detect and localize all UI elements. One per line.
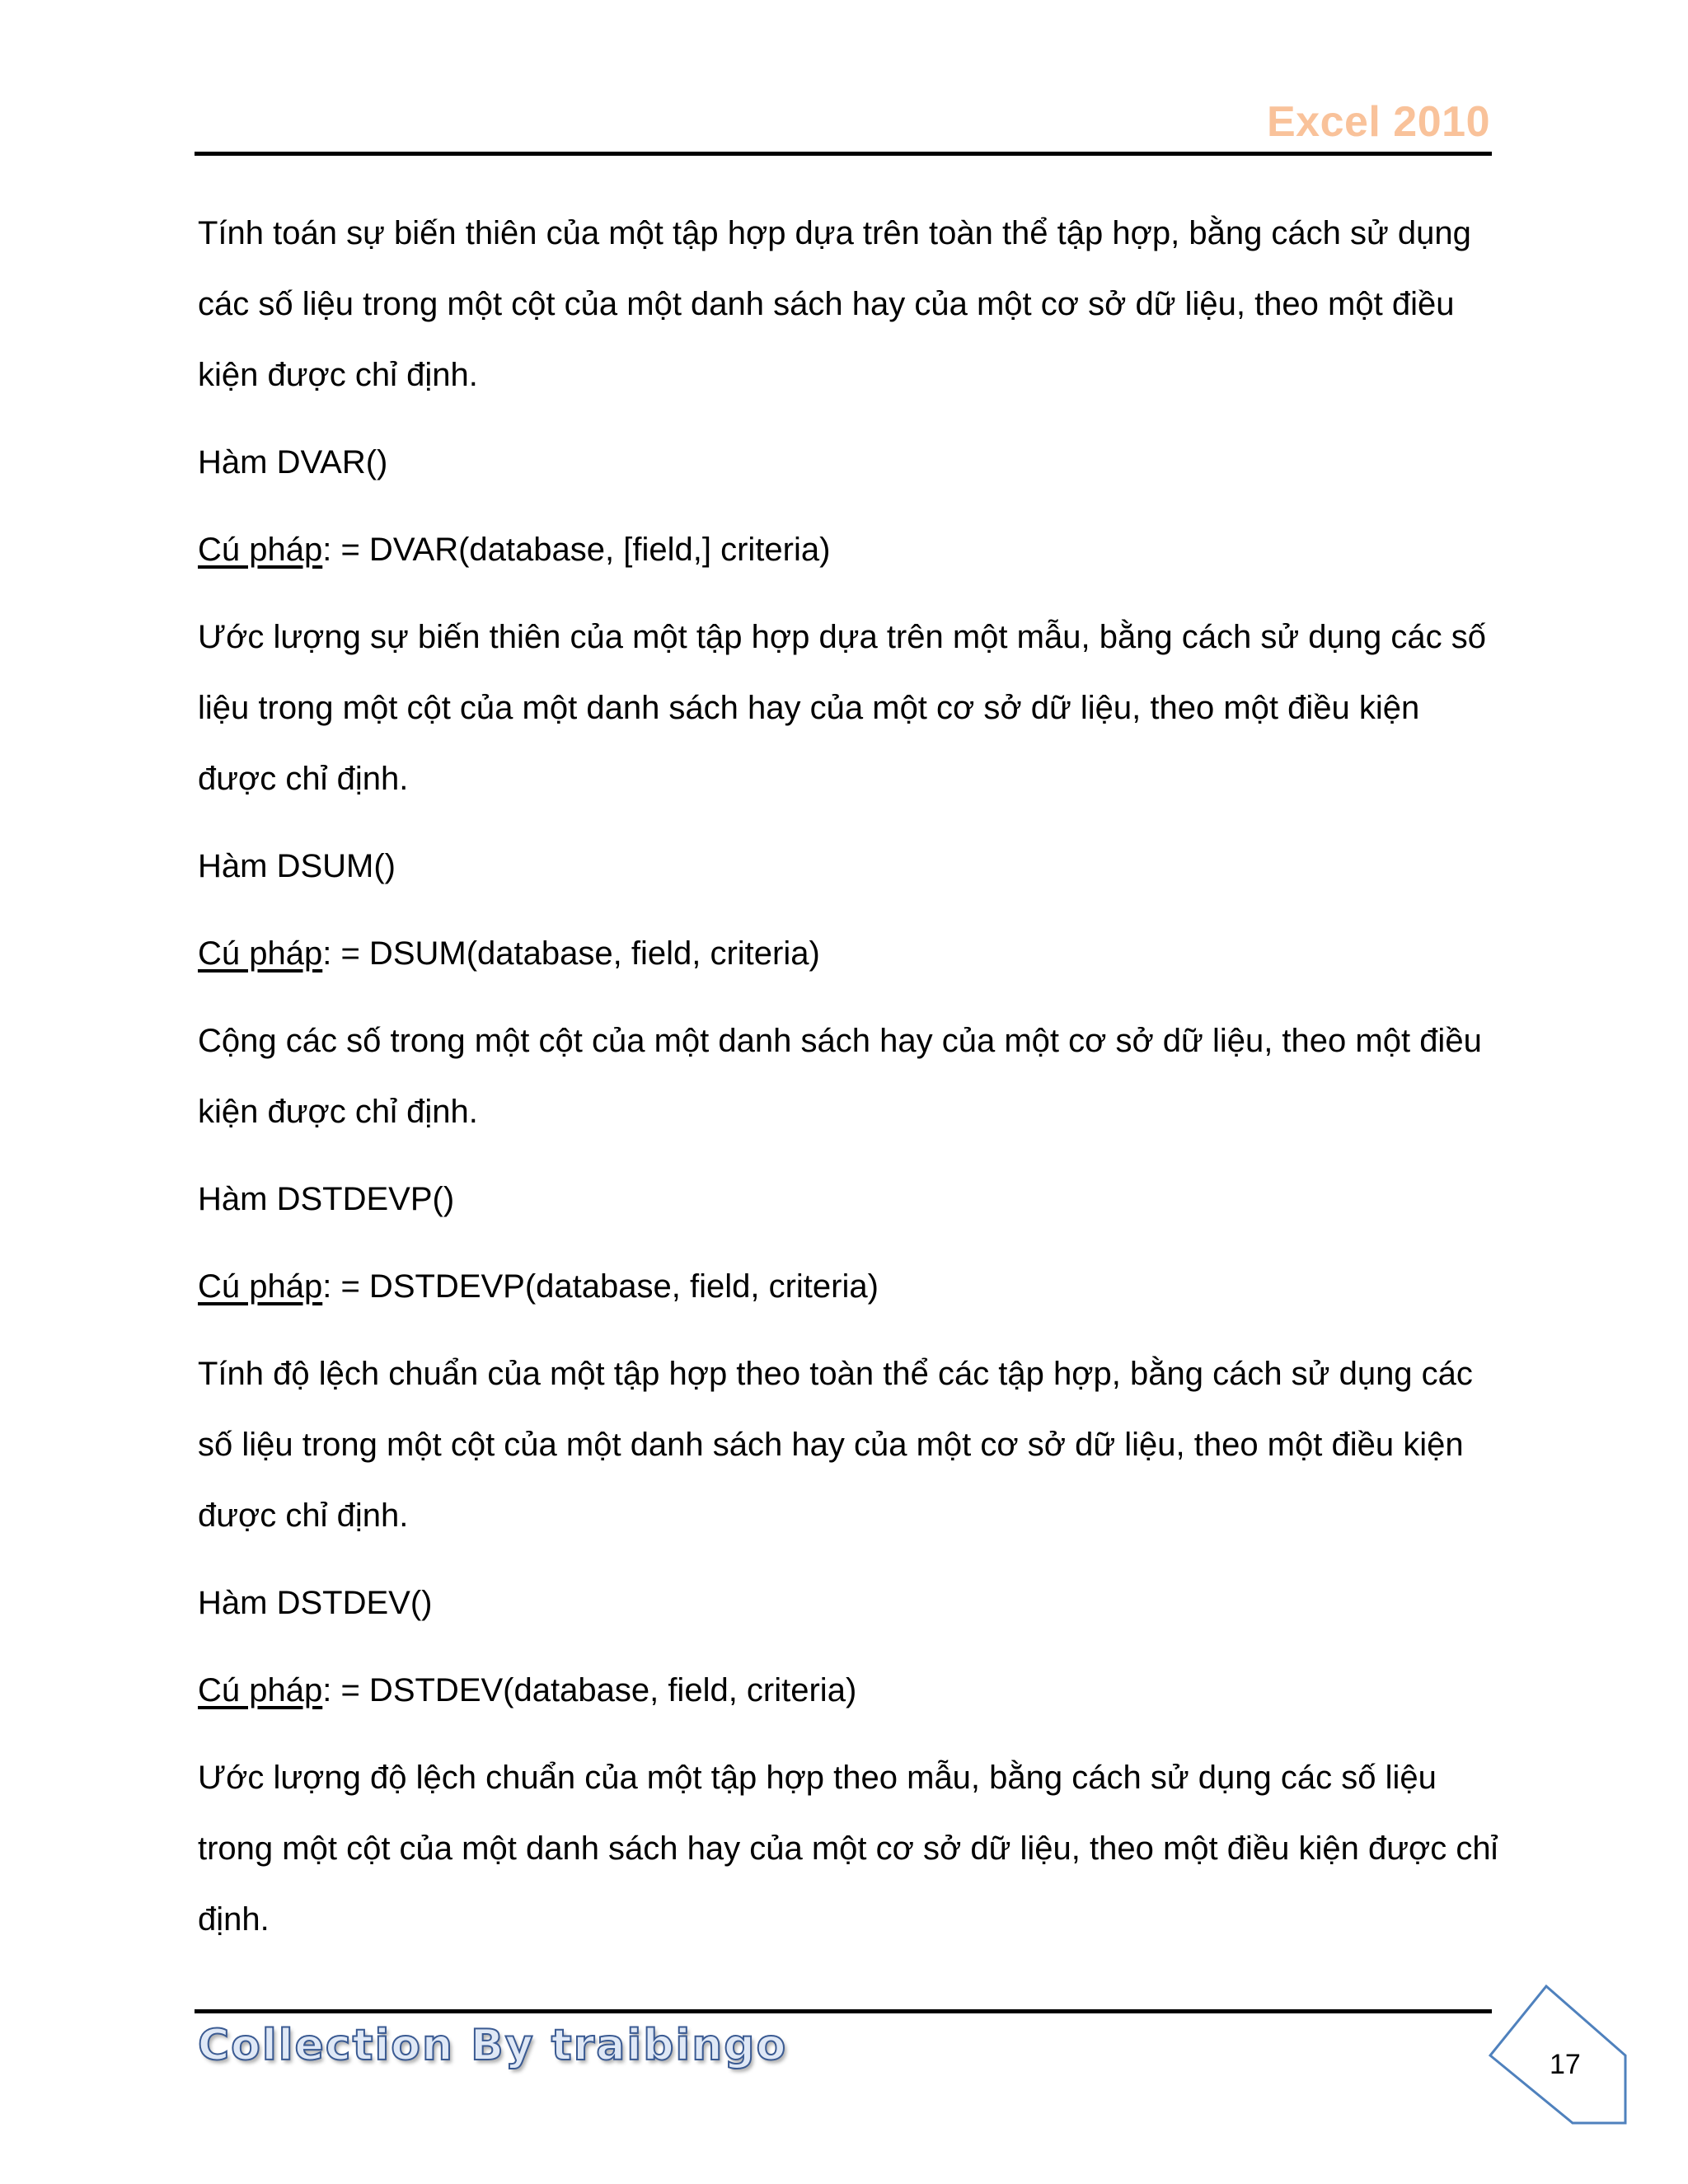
paragraph: Ước lượng độ lệch chuẩn của một tập hợp theo mẫu, bằng cách sử dụng các số liệu trong một cột của một danh sách hay của một cơ sở dữ liệu, theo một điều kiện được chỉ định. <box>198 1760 1498 1938</box>
syntax-line <box>198 918 1500 989</box>
footer-divider <box>195 2009 1492 2013</box>
document-header-title: Excel 2010 <box>1266 98 1490 146</box>
syntax-label: Cú pháp <box>198 935 323 972</box>
syntax-formula: : = DSTDEV(database, field, criteria) <box>322 1672 857 1708</box>
paragraph: Cộng các số trong một cột của một danh sách hay của một cơ sở dữ liệu, theo một điều kiện được chỉ định. <box>198 1023 1482 1130</box>
header-divider <box>195 152 1492 156</box>
function-heading: Hàm DSUM() <box>198 848 396 884</box>
syntax-line <box>198 1251 1500 1322</box>
paragraph: Ước lượng sự biến thiên của một tập hợp dựa trên một mẫu, bằng cách sử dụng các số liệu trong một cột của một danh sách hay của một cơ sở dữ liệu, theo một điều kiện được chỉ định. <box>198 619 1486 797</box>
page-number: 17 <box>1550 2049 1581 2080</box>
page-content <box>198 198 1500 1971</box>
syntax-label: Cú pháp <box>198 1672 323 1708</box>
function-heading: Hàm DSTDEVP() <box>198 1181 455 1217</box>
function-heading: Hàm DSTDEV() <box>198 1585 433 1621</box>
function-heading: Hàm DVAR() <box>198 444 388 480</box>
syntax-formula: : = DSUM(database, field, criteria) <box>322 935 820 972</box>
syntax-formula: : = DVAR(database, [field,] criteria) <box>322 532 831 568</box>
footer-brand-text: Collection By traibingo <box>198 2021 788 2070</box>
syntax-formula: : = DSTDEVP(database, field, criteria) <box>322 1268 879 1305</box>
syntax-line <box>198 1655 1500 1726</box>
paragraph: Tính độ lệch chuẩn của một tập hợp theo toàn thể các tập hợp, bằng cách sử dụng các số liệu trong một cột của một danh sách hay của một cơ sở dữ liệu, theo một điều kiện được chỉ định. <box>198 1356 1473 1534</box>
syntax-label: Cú pháp <box>198 532 323 568</box>
syntax-line <box>198 514 1500 585</box>
paragraph: Tính toán sự biến thiên của một tập hợp dựa trên toàn thể tập hợp, bằng cách sử dụng các số liệu trong một cột của một danh sách hay của một cơ sở dữ liệu, theo một điều kiện được chỉ định. <box>198 215 1471 393</box>
syntax-label: Cú pháp <box>198 1268 323 1305</box>
